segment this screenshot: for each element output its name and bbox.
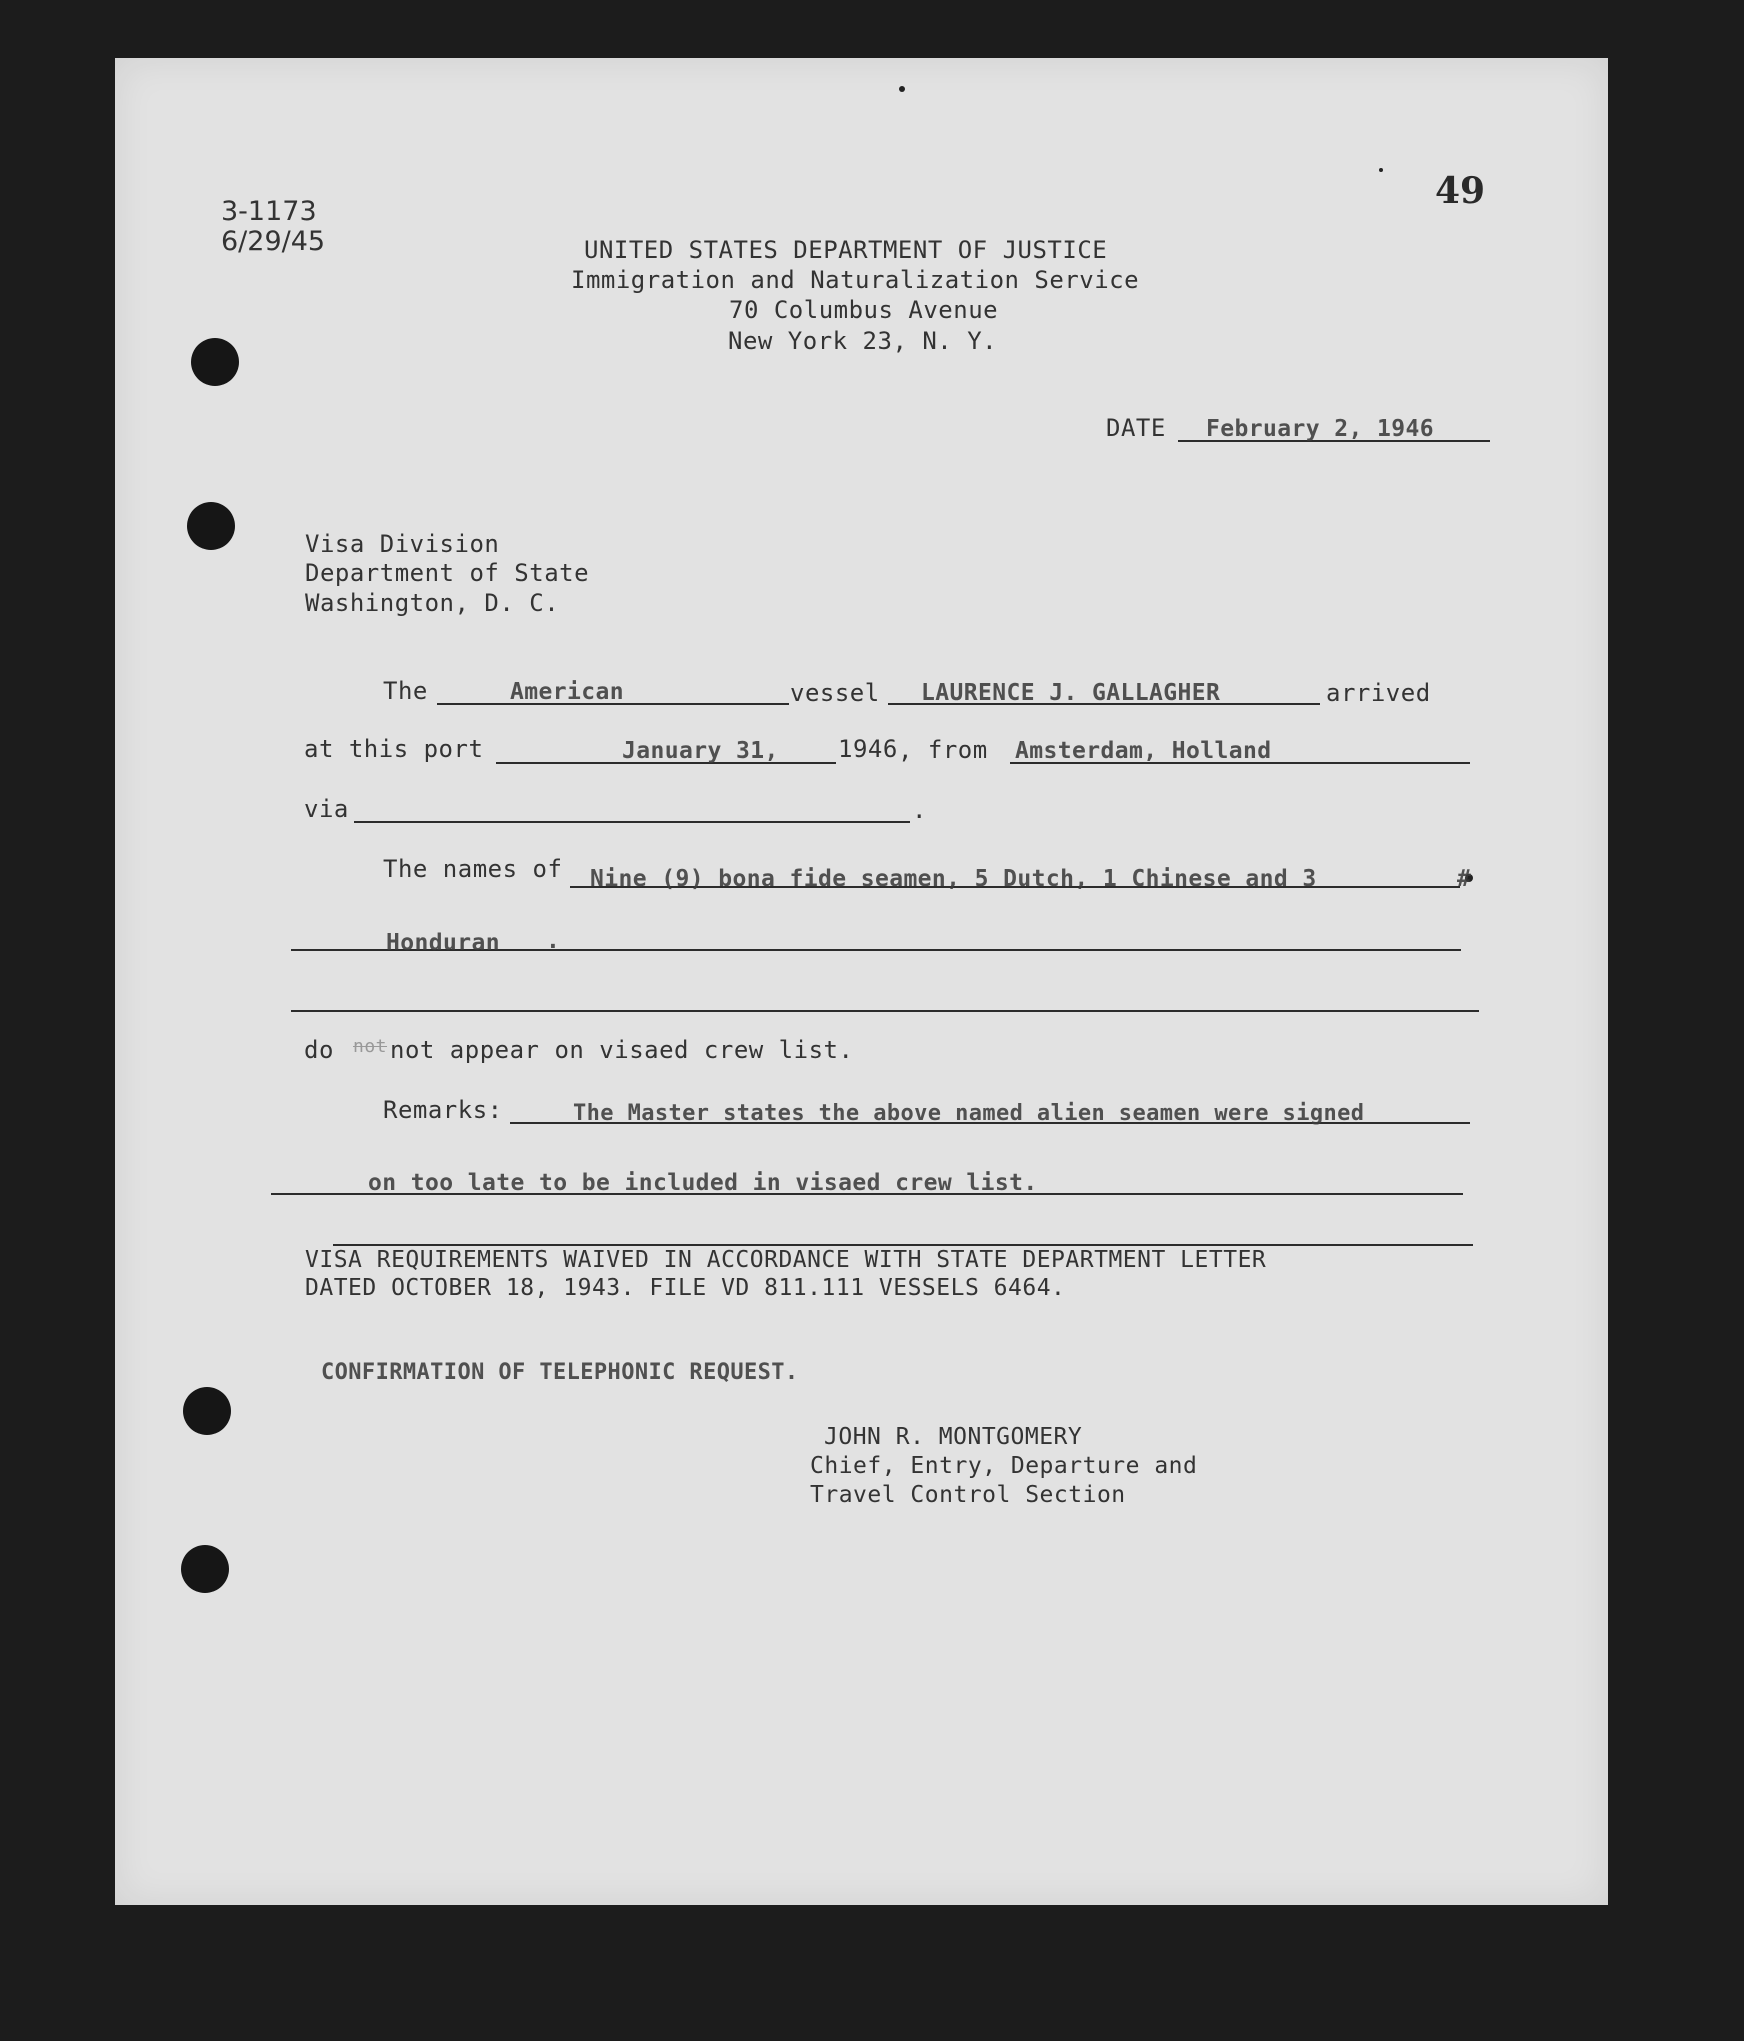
addressee-line1: Visa Division	[305, 530, 500, 558]
appear-text: not appear on visaed crew list.	[390, 1036, 854, 1064]
names-line2-mark: .	[546, 928, 561, 954]
arrived-label: arrived	[1326, 679, 1431, 707]
nationality-value: American	[510, 679, 624, 705]
punch-hole-2	[187, 502, 235, 550]
port-label: at this port	[304, 735, 484, 763]
header-line4: New York 23, N. Y.	[728, 327, 998, 355]
page-number: 49	[1435, 170, 1486, 212]
the-label: The	[383, 677, 428, 705]
header-line1: UNITED STATES DEPARTMENT OF JUSTICE	[584, 236, 1108, 264]
confirmation-stamp: CONFIRMATION OF TELEPHONIC REQUEST.	[321, 1360, 799, 1385]
margin-note-line2: 6/29/45	[221, 226, 326, 257]
waiver-line2: DATED OCTOBER 18, 1943. FILE VD 811.111 VESSELS 6464.	[305, 1275, 1066, 1301]
arrival-date: January 31,	[622, 738, 779, 764]
via-line	[354, 821, 910, 823]
remarks-line3	[333, 1244, 1473, 1246]
vessel-label: vessel	[790, 679, 880, 707]
arrival-year: 1946	[838, 735, 898, 763]
names-mark: #	[1457, 866, 1472, 892]
remarks-value-line1: The Master states the above named alien seamen were signed	[573, 1101, 1365, 1126]
names-label: The names of	[383, 855, 563, 883]
vessel-name: LAURENCE J. GALLAGHER	[921, 680, 1221, 706]
punch-hole-1	[191, 338, 239, 386]
date-label: DATE	[1106, 414, 1166, 442]
from-label: , from	[898, 736, 988, 764]
signatory-title1: Chief, Entry, Departure and	[810, 1453, 1198, 1479]
speck	[899, 86, 905, 92]
names-value-line1: Nine (9) bona fide seamen, 5 Dutch, 1 Chinese and 3	[590, 866, 1317, 892]
via-end: .	[912, 796, 927, 824]
names-line3	[291, 1010, 1479, 1012]
appear-prefix: do	[304, 1036, 334, 1064]
addressee-line2: Department of State	[305, 559, 590, 587]
signatory-title2: Travel Control Section	[810, 1482, 1126, 1508]
remarks-value-line2: on too late to be included in visaed crew list.	[368, 1170, 1038, 1196]
names-value-line2: Honduran	[386, 930, 500, 956]
punch-hole-3	[183, 1387, 231, 1435]
margin-note-line1: 3-1173	[221, 196, 317, 227]
punch-hole-4	[181, 1545, 229, 1593]
via-label: via	[304, 795, 349, 823]
header-line2: Immigration and Naturalization Service	[571, 266, 1140, 294]
waiver-line1: VISA REQUIREMENTS WAIVED IN ACCORDANCE WITH STATE DEPARTMENT LETTER	[305, 1247, 1267, 1273]
appear-struck: not	[353, 1036, 388, 1057]
header-line3: 70 Columbus Avenue	[729, 296, 999, 324]
date-value: February 2, 1946	[1206, 416, 1434, 442]
origin-value: Amsterdam, Holland	[1015, 738, 1272, 764]
signatory-name: JOHN R. MONTGOMERY	[824, 1424, 1083, 1450]
remarks-label: Remarks:	[383, 1096, 503, 1124]
speck	[1379, 168, 1383, 172]
addressee-line3: Washington, D. C.	[305, 589, 560, 617]
